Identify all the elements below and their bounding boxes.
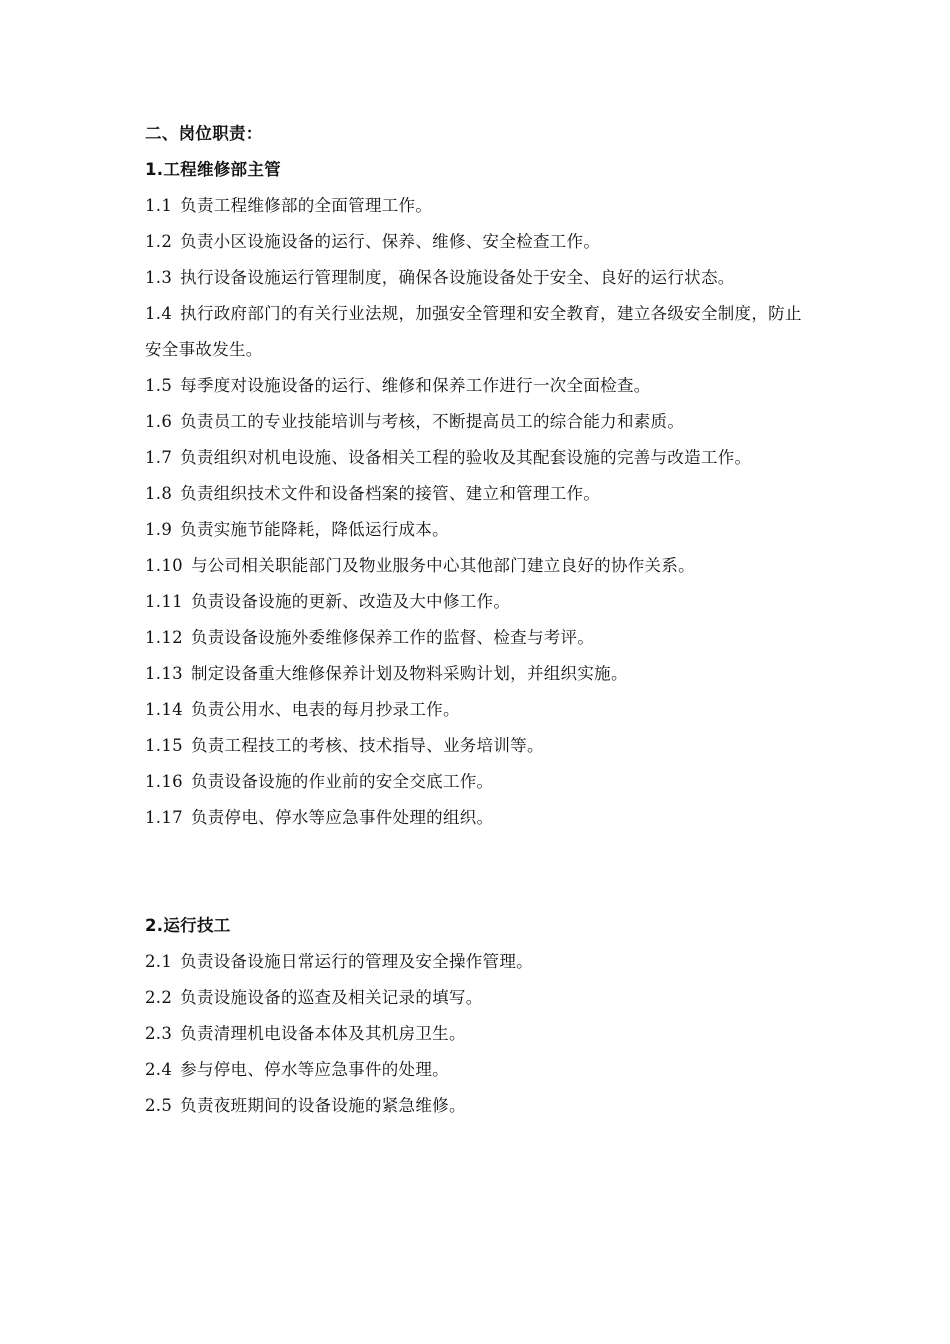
item-number: 1.8 xyxy=(145,484,173,503)
item-text: 负责组织对机电设施、设备相关工程的验收及其配套设施的完善与改造工作。 xyxy=(180,448,752,467)
item-text: 负责实施节能降耗，降低运行成本。 xyxy=(180,520,449,539)
item-text: 负责工程维修部的全面管理工作。 xyxy=(180,196,433,215)
item-text: 参与停电、停水等应急事件的处理。 xyxy=(180,1060,449,1079)
list-item xyxy=(145,368,813,404)
list-item xyxy=(145,980,813,1016)
item-number: 2.4 xyxy=(145,1060,173,1079)
item-number: 1.13 xyxy=(145,664,183,683)
list-item xyxy=(145,260,813,296)
list-item xyxy=(145,404,813,440)
section-title: 二、岗位职责： xyxy=(145,124,263,143)
item-number: 2.3 xyxy=(145,1024,173,1043)
item-number: 1.11 xyxy=(145,592,183,611)
item-text: 负责设备设施日常运行的管理及安全操作管理。 xyxy=(180,952,533,971)
part2-list xyxy=(145,944,813,1124)
part1-list xyxy=(145,188,813,836)
item-number: 1.9 xyxy=(145,520,173,539)
item-text: 执行政府部门的有关行业法规，加强安全管理和安全教育，建立各级安全制度，防止安全事故发生。 xyxy=(145,304,802,359)
list-item xyxy=(145,728,813,764)
item-number: 1.7 xyxy=(145,448,173,467)
list-item xyxy=(145,1088,813,1124)
list-item xyxy=(145,944,813,980)
list-item xyxy=(145,692,813,728)
item-text: 负责工程技工的考核、技术指导、业务培训等。 xyxy=(190,736,544,755)
list-item xyxy=(145,224,813,260)
list-item xyxy=(145,548,813,584)
item-number: 1.15 xyxy=(145,736,183,755)
item-number: 1.2 xyxy=(145,232,173,251)
item-number: 2.5 xyxy=(145,1096,173,1115)
part1-title: 1.工程维修部主管 xyxy=(145,160,281,179)
item-text: 负责夜班期间的设备设施的紧急维修。 xyxy=(180,1096,466,1115)
section-gap xyxy=(145,836,813,908)
item-text: 制定设备重大维修保养计划及物料采购计划，并组织实施。 xyxy=(190,664,628,683)
list-item xyxy=(145,656,813,692)
list-item xyxy=(145,1052,813,1088)
item-number: 2.1 xyxy=(145,952,173,971)
list-item xyxy=(145,476,813,512)
item-text: 负责设备设施的更新、改造及大中修工作。 xyxy=(190,592,511,611)
item-text: 负责清理机电设备本体及其机房卫生。 xyxy=(180,1024,466,1043)
item-text: 每季度对设施设备的运行、维修和保养工作进行一次全面检查。 xyxy=(180,376,651,395)
item-number: 2.2 xyxy=(145,988,173,1007)
item-text: 负责设施设备的巡查及相关记录的填写。 xyxy=(180,988,483,1007)
item-number: 1.1 xyxy=(145,196,173,215)
item-number: 1.5 xyxy=(145,376,173,395)
item-number: 1.4 xyxy=(145,304,173,323)
item-text: 负责员工的专业技能培训与考核，不断提高员工的综合能力和素质。 xyxy=(180,412,685,431)
item-text: 负责小区设施设备的运行、保养、维修、安全检查工作。 xyxy=(180,232,601,251)
item-number: 1.3 xyxy=(145,268,173,287)
item-number: 1.12 xyxy=(145,628,183,647)
list-item xyxy=(145,296,813,368)
item-text: 执行设备设施运行管理制度，确保各设施设备处于安全、良好的运行状态。 xyxy=(180,268,735,287)
list-item xyxy=(145,764,813,800)
list-item xyxy=(145,584,813,620)
list-item xyxy=(145,188,813,224)
list-item xyxy=(145,440,813,476)
item-number: 1.14 xyxy=(145,700,183,719)
item-text: 负责设备设施外委维修保养工作的监督、检查与考评。 xyxy=(190,628,595,647)
document-page xyxy=(145,116,813,1124)
list-item xyxy=(145,620,813,656)
item-text: 负责设备设施的作业前的安全交底工作。 xyxy=(190,772,494,791)
part2-title: 2.运行技工 xyxy=(145,916,231,935)
item-text: 负责组织技术文件和设备档案的接管、建立和管理工作。 xyxy=(180,484,601,503)
item-text: 负责停电、停水等应急事件处理的组织。 xyxy=(190,808,494,827)
item-number: 1.17 xyxy=(145,808,183,827)
list-item xyxy=(145,800,813,836)
item-number: 1.10 xyxy=(145,556,183,575)
list-item xyxy=(145,512,813,548)
item-text: 与公司相关职能部门及物业服务中心其他部门建立良好的协作关系。 xyxy=(190,556,695,575)
item-number: 1.6 xyxy=(145,412,173,431)
item-text: 负责公用水、电表的每月抄录工作。 xyxy=(190,700,460,719)
item-number: 1.16 xyxy=(145,772,183,791)
list-item xyxy=(145,1016,813,1052)
